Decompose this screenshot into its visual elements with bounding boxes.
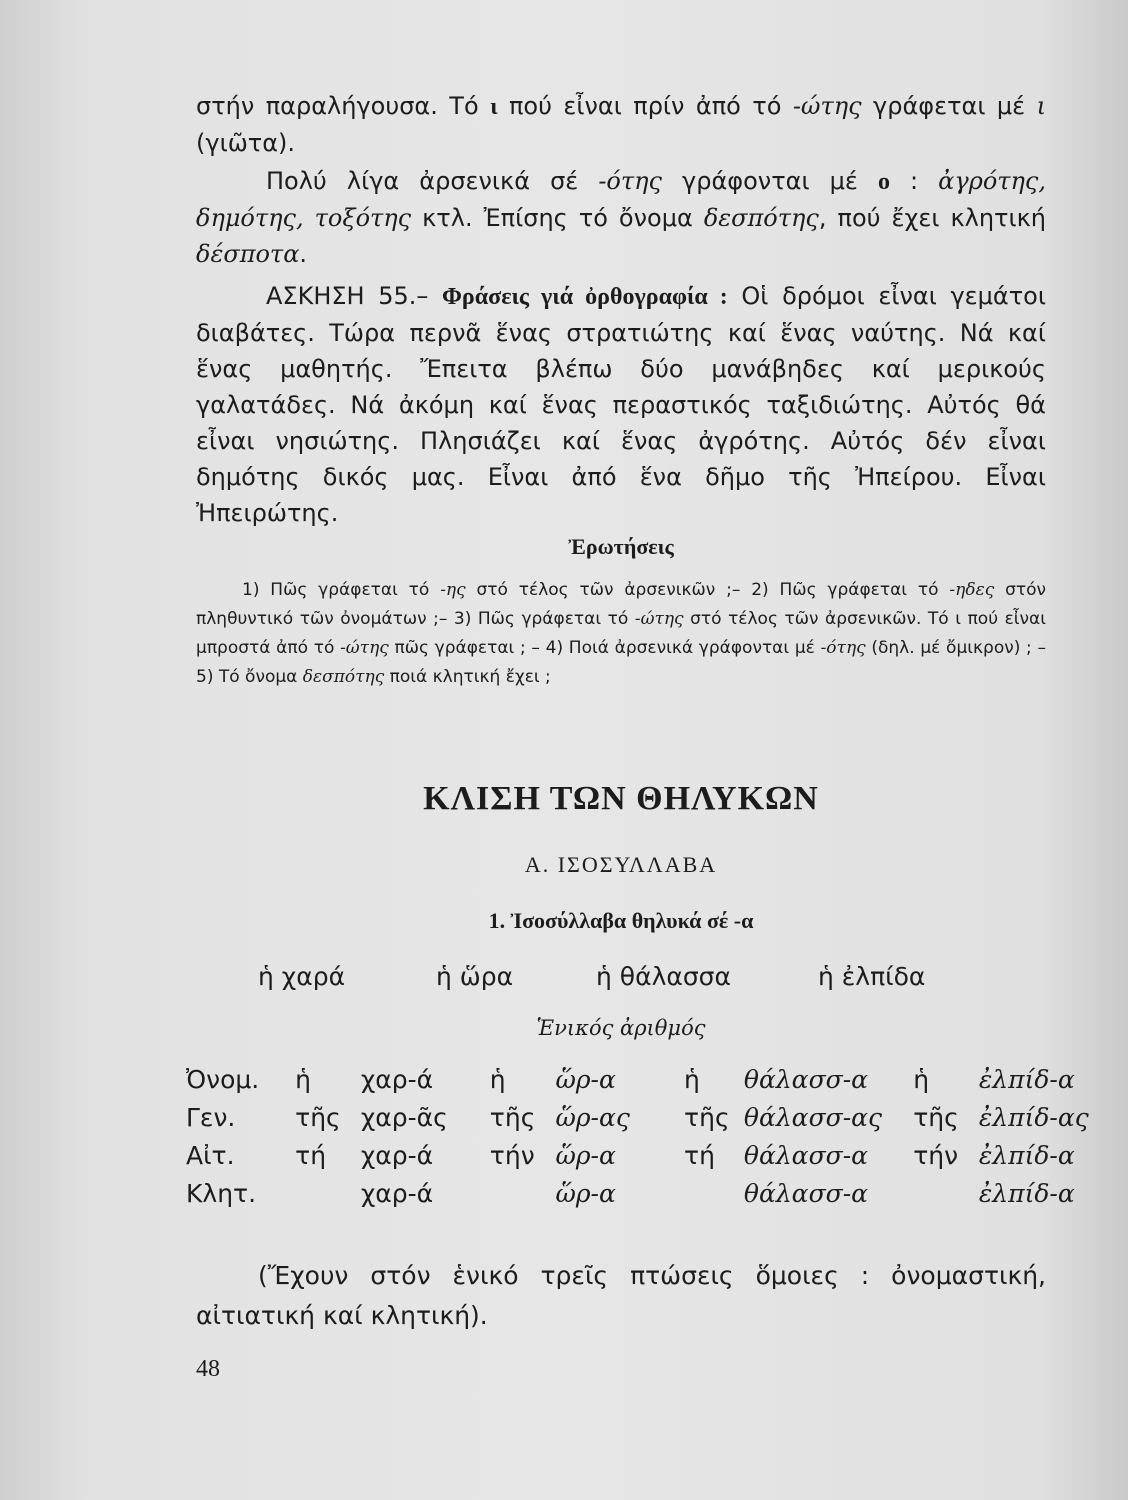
intro-text: στήν παραλήγουσα. Τό xyxy=(196,92,491,120)
questions-text xyxy=(196,576,1046,692)
article-cell: τῆς xyxy=(295,1102,341,1132)
exercise-label: ΑΣΚΗΣΗ 55.– xyxy=(266,282,443,310)
question-text: πῶς γράφεται ; – 4) Ποιά ἀρσενικά γράφονται μέ xyxy=(388,638,821,658)
question-text: (δηλ. μέ ὄμικρον) ; – 5) Τό ὄνομα xyxy=(196,638,1046,687)
article-cell: τῆς xyxy=(684,1102,730,1132)
noun-example: ἡ χαρά xyxy=(258,962,346,991)
article-cell: τή xyxy=(684,1140,715,1170)
declension-row xyxy=(186,1136,1128,1174)
form-cell: χαρ-ά xyxy=(360,1064,434,1094)
article-cell: τῆς xyxy=(913,1102,959,1132)
article-cell xyxy=(684,1174,744,1212)
noun-example: ἡ ἐλπίδα xyxy=(818,962,926,991)
declension-row xyxy=(186,1098,1128,1136)
question-text: στό τέλος τῶν ἀρσενικῶν. Τό ι πού εἶναι μπροστά ἀπό τό xyxy=(196,609,1046,658)
form-cell: θάλασσ-ας xyxy=(743,1102,883,1132)
article-cell xyxy=(913,1174,979,1212)
form-cell: ὥρ-ας xyxy=(555,1102,630,1132)
question-text: στό τέλος τῶν ἀρσενικῶν ;– 2) Πῶς γράφεται τό xyxy=(465,580,950,600)
intro-text: πού εἶναι πρίν ἀπό τό xyxy=(497,92,793,120)
para-text: γράφονται μέ xyxy=(661,167,878,195)
declension-grid xyxy=(186,1060,1128,1212)
examples-italic: ἀγρότης, δημότης, τοξότης xyxy=(196,167,1046,232)
article-cell: ἡ xyxy=(913,1064,930,1094)
article-cell: τήν xyxy=(913,1140,959,1170)
question-ending: -ώτης xyxy=(634,609,684,629)
article-cell: ἡ xyxy=(684,1064,700,1094)
omicron-bold: ο xyxy=(877,169,890,195)
form-cell: θάλασσ-α xyxy=(743,1178,869,1208)
form-cell: ὥρ-α xyxy=(555,1140,616,1170)
form-cell: χαρ-ά xyxy=(360,1178,434,1208)
section-subheading: 1. Ἰσοσύλλαβα θηλυκά σέ -α xyxy=(488,908,754,933)
question-ending: -ώτης xyxy=(340,638,389,658)
form-cell: θάλασσ-α xyxy=(743,1140,869,1170)
form-cell: ἐλπίδ-α xyxy=(978,1140,1075,1170)
section-header xyxy=(196,780,1046,934)
declension-row xyxy=(186,1060,1128,1098)
exercise-55 xyxy=(196,278,1046,531)
ending-otis: -ώτης xyxy=(792,92,862,120)
question-ending: -ότης xyxy=(820,638,866,658)
question-ending: δεσπότης xyxy=(302,667,385,687)
ending-otis: -ότης xyxy=(598,167,662,195)
questions-heading: Ἐρωτήσεις xyxy=(568,534,674,559)
paragraph-otis xyxy=(196,163,1046,272)
para-text: . xyxy=(299,240,308,268)
exercise-text: Οἱ δρόμοι εἶναι γεμάτοι διαβάτες. Τώρα περνᾶ ἕνας στρατιώτης καί ἕνας ναύτης. Νά καί ἕνας μαθητής. Ἔπειτα βλέπω δύο μανάβηδες καί μερικούς γαλατάδες. Νά ἀκόμη καί ἕνας περαστικός ταξιδιώτης. Αὐτός θά εἶναι νησιώτης. Πλησιάζει καί ἕνας ἀγρότης. Αὐτός δέν εἶναι δημότης δικός μας. Εἶναι ἀπό ἕνα δῆμο τῆς Ἠπείρου. Εἶναι Ἠπειρώτης. xyxy=(196,282,1046,527)
word-despota: δέσποτα xyxy=(196,240,300,268)
number-label: Ἑνικός ἀριθμός xyxy=(536,1016,706,1040)
article-cell xyxy=(295,1174,361,1212)
case-label: Κλητ. xyxy=(186,1178,257,1208)
note-block xyxy=(196,1256,1046,1336)
form-cell: θάλασσ-α xyxy=(743,1064,869,1094)
word-despotis: δεσπότης xyxy=(703,204,819,232)
form-cell: ἐλπίδ-ας xyxy=(978,1102,1089,1132)
page-number: 48 xyxy=(196,1356,220,1382)
iota-bold: ι xyxy=(490,94,498,120)
article-cell xyxy=(490,1174,556,1212)
noun-examples xyxy=(196,962,1046,1002)
iota-italic: ι xyxy=(1036,92,1046,120)
declension-table xyxy=(186,1060,1128,1212)
case-label: Γεν. xyxy=(186,1102,236,1132)
para-text: κτλ. Ἐπίσης τό ὄνομα xyxy=(411,204,704,232)
questions-block xyxy=(196,534,1046,692)
form-cell: ὥρ-α xyxy=(555,1064,616,1094)
noun-example: ἡ ὥρα xyxy=(436,962,514,991)
form-cell: ἐλπίδ-α xyxy=(978,1064,1075,1094)
para-text: Πολύ λίγα ἀρσενικά σέ xyxy=(266,167,599,195)
question-ending: -ης xyxy=(440,580,466,600)
noun-example: ἡ θάλασσα xyxy=(596,962,732,991)
article-cell: ἡ xyxy=(295,1064,312,1094)
question-text: ποιά κλητική ἔχει ; xyxy=(384,667,551,687)
question-ending: -ηδες xyxy=(949,580,995,600)
article-cell: τήν xyxy=(489,1140,535,1170)
form-cell: χαρ-ά xyxy=(360,1140,434,1170)
para-text: : xyxy=(889,167,939,195)
case-label: Αἰτ. xyxy=(186,1140,235,1170)
para-text: , πού ἔχει κλητική xyxy=(818,204,1046,232)
form-cell: χαρ-ᾶς xyxy=(360,1102,448,1132)
intro-text: (γιῶτα). xyxy=(196,129,296,157)
article-cell: τή xyxy=(295,1140,327,1170)
form-cell: ὥρ-α xyxy=(555,1178,616,1208)
section-title: ΚΛΙΣΗ ΤΩΝ ΘΗΛΥΚΩΝ xyxy=(423,780,819,817)
note-text: (Ἔχουν στόν ἑνικό τρεῖς πτώσεις ὅμοιες : ὀνομαστική, αἰτιατική καί κλητική). xyxy=(196,1261,1046,1330)
exercise-title: Φράσεις γιά ὀρθογραφία : xyxy=(442,284,728,310)
article-cell: ἡ xyxy=(489,1064,506,1094)
case-label: Ὀνομ. xyxy=(186,1064,260,1094)
declension-row xyxy=(186,1174,1128,1212)
intro-text: γράφεται μέ xyxy=(861,92,1037,120)
article-cell: τῆς xyxy=(489,1102,536,1132)
question-text: στόν πληθυντικό τῶν ὀνομάτων ;– 3) Πῶς γράφεται τό xyxy=(196,580,1047,629)
section-subtitle: Α. ΙΣΟΣΥΛΛΑΒΑ xyxy=(524,852,718,877)
form-cell: ἐλπίδ-α xyxy=(978,1178,1075,1208)
intro-paragraph xyxy=(196,88,1046,531)
question-text: 1) Πῶς γράφεται τό xyxy=(242,580,441,600)
